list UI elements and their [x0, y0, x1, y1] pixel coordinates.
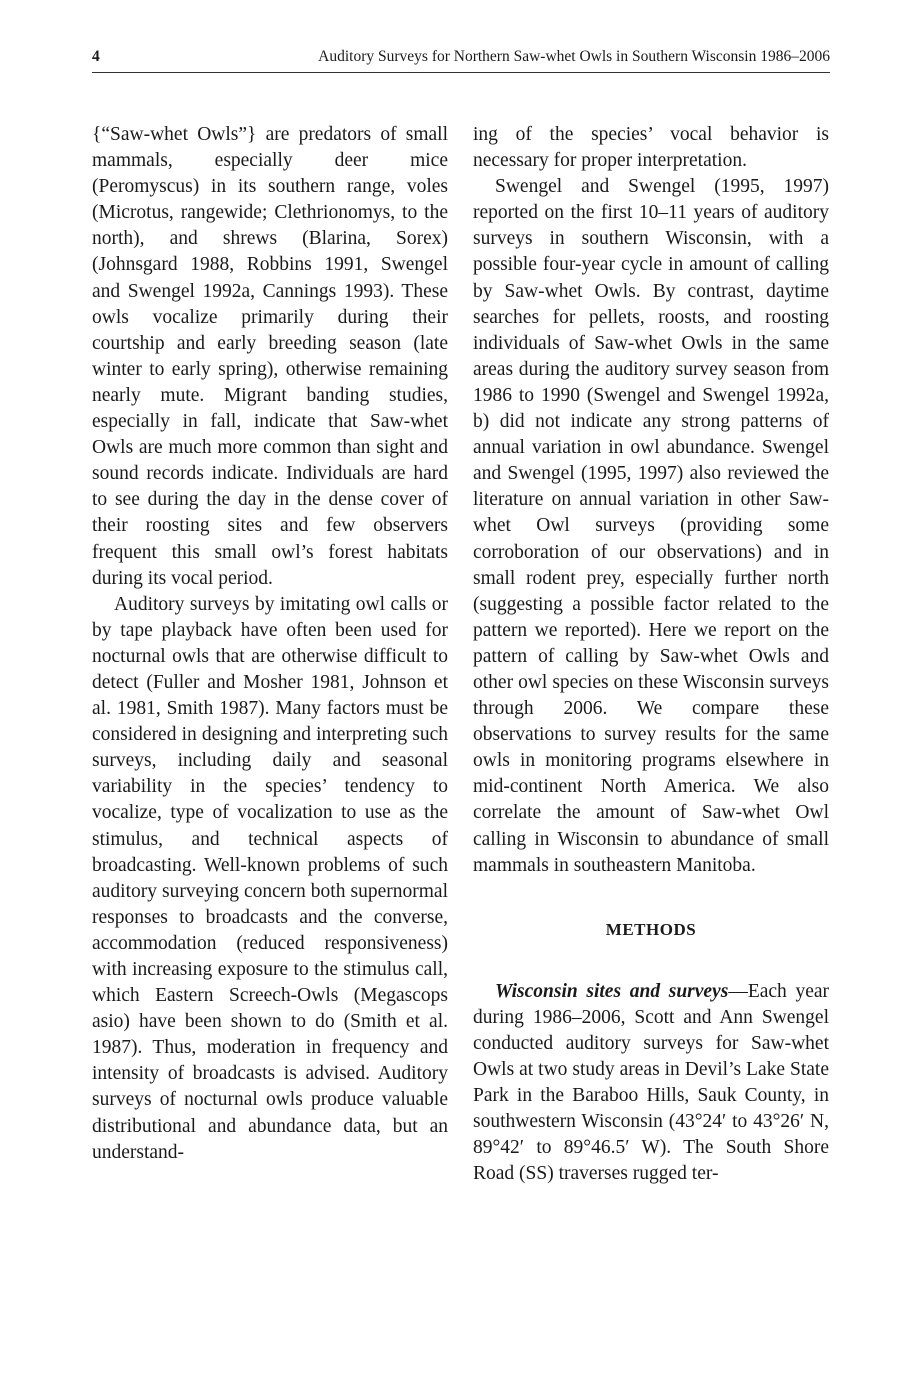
body-paragraph: ing of the species’ vocal behavior is necessary for proper interpretation.	[473, 124, 829, 172]
body-paragraph: Auditory surveys by imitating owl calls or by tape playback have often been used for nocturnal owls that are otherwise difficult to detect (Fuller and Mosher 1981, Johnson et al. 1981, Smith 1987). Many factors must be considered in designing and interpreting such surveys, including daily and seasonal variability in the species’ tendency to vocalize, type of vocalization to use as the stimulus, and technical aspects of broadcasting. Well-known problems of such auditory surveying concern both supernormal responses to broadcasts and the converse, accommodation (reduced responsiveness) with increasing exposure to the stimulus call, which Eastern Screech-Owls (Megascops asio) have been shown to do (Smith et al. 1987). Thus, moderation in frequency and intensity of broadcasts is advised. Auditory surveys of nocturnal owls produce valuable distributional and abundance data, but an understand-	[92, 593, 448, 1163]
section-heading-methods: METHODS	[605, 919, 697, 939]
page-number: 4	[92, 48, 100, 65]
running-header	[92, 48, 830, 73]
body-paragraph: {“Saw-whet Owls”} are predators of small mammals, especially deer mice (Peromyscus) in its southern range, voles (Microtus, rangewide; Clethrionomys, to the north), and shrews (Blarina, Sorex) (Johnsgard 1988, Robbins 1991, Swengel and Swengel 1992a, Cannings 1993). These owls vocalize primarily during their courtship and early breeding season (late winter to early spring), otherwise remaining nearly mute. Migrant banding studies, especially in fall, indicate that Saw-whet Owls are much more common than sight and sound records indicate. Individuals are hard to see during the day in the dense cover of their roosting sites and few observers frequent this small owl’s forest habitats during its vocal period.	[92, 124, 448, 589]
paragraph-text: —Each year during 1986–2006, Scott and Ann Swengel conducted auditory surveys for Saw-whet Owls at two study areas in Devil’s Lake State Park in the Baraboo Hills, Sauk County, in southwestern Wisconsin (43°24′ to 43°26′ N, 89°42′ to 89°46.5′ W). The South Shore Road (SS) traverses rugged ter-	[473, 980, 830, 1185]
body-paragraph: Swengel and Swengel (1995, 1997) reported on the first 10–11 years of auditory surveys in southern Wisconsin, with a possible four-year cycle in amount of calling by Saw-whet Owls. By contrast, daytime searches for pellets, roosts, and roosting individuals of Saw-whet Owls in the same areas during the auditory survey season from 1986 to 1990 (Swengel and Swengel 1992a, b) did not indicate any strong patterns of annual variation in owl abundance. Swengel and Swengel (1995, 1997) also reviewed the literature on annual variation in other Saw-whet Owl surveys (providing some corroboration of our observations) and in small rodent prey, especially further north (suggesting a possible factor related to the pattern we reported). Here we report on the pattern of calling by Saw-whet Owls and other owl species on these Wisconsin surveys through 2006. We compare these observations to survey results for the same owls in monitoring programs elsewhere in mid-continent North America. We also correlate the amount of Saw-whet Owl calling in Wisconsin to abundance of small mammals in southeastern Manitoba.	[473, 176, 829, 876]
body-paragraph	[473, 979, 829, 1188]
runin-heading: Wisconsin sites and surveys	[495, 980, 729, 1002]
right-column	[473, 122, 829, 1188]
running-title: Auditory Surveys for Northern Saw-whet Owls in Southern Wisconsin 1986–2006	[318, 48, 830, 65]
left-column	[92, 122, 448, 1166]
